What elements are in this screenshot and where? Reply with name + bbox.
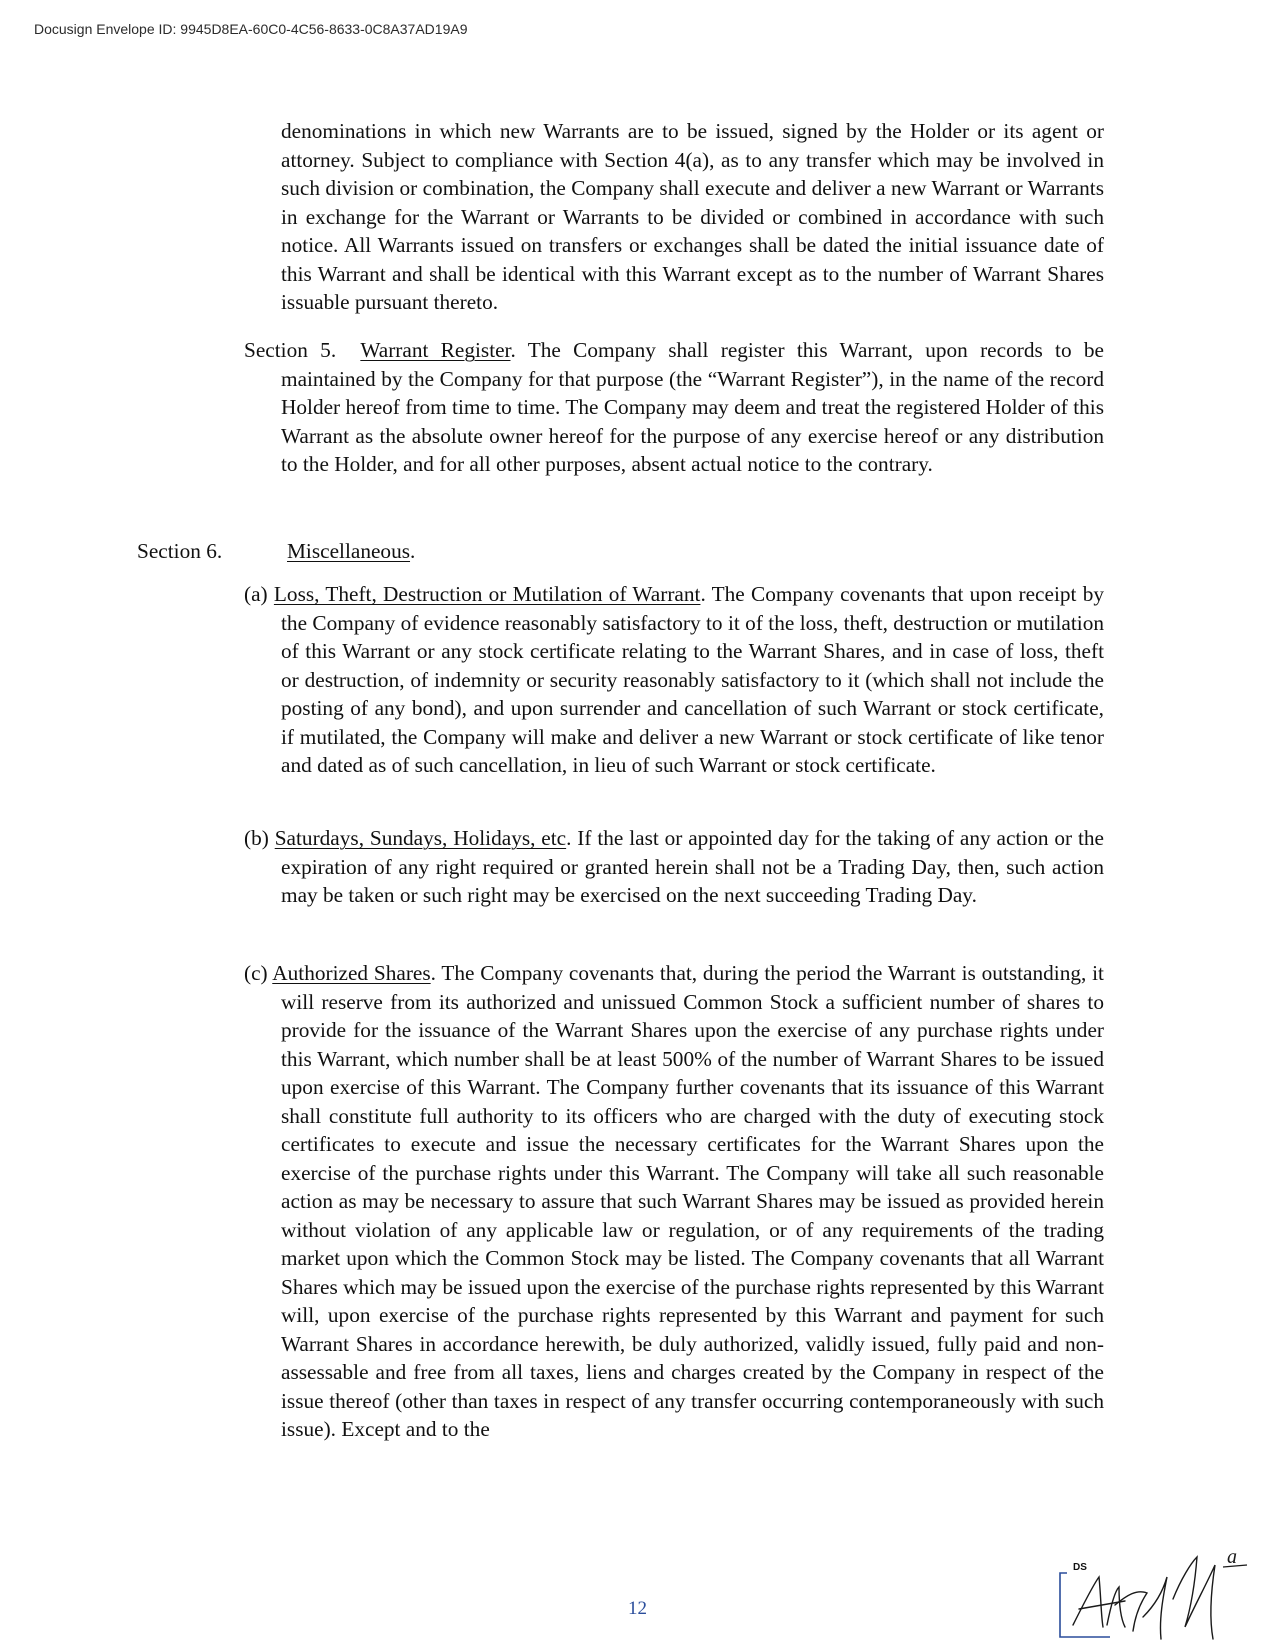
clause-c-marker: (c)	[244, 961, 268, 985]
page-number: 12	[628, 1598, 647, 1619]
ds-tag: DS	[1073, 1562, 1087, 1573]
docusign-initials-signature	[1055, 1535, 1270, 1645]
clause-b-marker: (b)	[244, 826, 269, 850]
clause-b	[244, 824, 1104, 910]
clause-a-marker: (a)	[244, 582, 268, 606]
clause-c	[244, 959, 1104, 1444]
clause-c-title: Authorized Shares	[272, 961, 431, 985]
section-5-title: Warrant Register	[360, 338, 511, 362]
section-5-label: Section 5.	[244, 338, 337, 362]
clause-b-body: . If the last or appointed day for the taking of any action or the expiration of any right required or granted herein shall not be a Trading Day, then, such action may be taken or such right may be exercised on the next succeeding Trading Day.	[281, 826, 1104, 907]
clause-a-body: . The Company covenants that upon receipt by the Company of evidence reasonably satisfactory to it of the loss, theft, destruction or mutilation of this Warrant or any stock certificate relating to the Warrant Shares, and in case of loss, theft or destruction, of indemnity or security reasonably satisfactory to it (which shall not include the posting of any bond), and upon surrender and cancellation of such Warrant or stock certificate, if mutilated, the Company will make and deliver a new Warrant or stock certificate of like tenor and dated as of such cancellation, in lieu of such Warrant or stock certificate.	[281, 582, 1104, 777]
clause-b-title: Saturdays, Sundays, Holidays, etc	[274, 826, 567, 850]
initials-mark: a	[1227, 1546, 1237, 1568]
section-5-paragraph	[244, 336, 1105, 479]
clause-a	[244, 580, 1104, 780]
clause-c-body: . The Company covenants that, during the period the Warrant is outstanding, it will reserve from its authorized and unissued Common Stock a sufficient number of shares to provide for the issuance of the Warrant Shares upon the exercise of any purchase rights under this Warrant, which number shall be at least 500% of the number of Warrant Shares to be issued upon exercise of this Warrant. The Company further covenants that its issuance of this Warrant shall constitute full authority to its officers who are charged with the duty of executing stock certificates to execute and issue the necessary certificates for the Warrant Shares upon the exercise of the purchase rights under this Warrant. The Company will take all such reasonable action as may be necessary to assure that such Warrant Shares may be issued as provided herein without violation of any applicable law or regulation, or of any requirements of the trading market upon which the Common Stock may be listed. The Company covenants that all Warrant Shares which may be issued upon the exercise of the purchase rights represented by this Warrant will, upon exercise of the purchase rights represented by this Warrant and payment for such Warrant Shares in accordance herewith, be duly authorized, validly issued, fully paid and non-assessable and free from all taxes, liens and charges created by the Company in respect of the issue thereof (other than taxes in respect of any transfer occurring contemporaneously with such issue). Except and to the	[281, 961, 1104, 1441]
clause-a-title: Loss, Theft, Destruction or Mutilation of Warrant	[273, 582, 701, 606]
section-6-title: Miscellaneous	[287, 539, 411, 563]
envelope-id: Docusign Envelope ID: 9945D8EA-60C0-4C56-8633-0C8A37AD19A9	[34, 21, 468, 37]
section-6-heading: Section 6. Miscellaneous.	[137, 537, 415, 566]
section-5-body: . The Company shall register this Warrant, upon records to be maintained by the Company for that purpose (the “Warrant Register”), in the name of the record Holder hereof from time to time. The Company may deem and treat the registered Holder of this Warrant as the absolute owner hereof for the purpose of any exercise hereof or any distribution to the Holder, and for all other purposes, absent actual notice to the contrary.	[281, 338, 1105, 476]
continuation-paragraph: denominations in which new Warrants are to be issued, signed by the Holder or its agent or attorney. Subject to compliance with Section 4(a), as to any transfer which may be involved in such division or combination, the Company shall execute and deliver a new Warrant or Warrants in exchange for the Warrant or Warrants to be divided or combined in accordance with such notice. All Warrants issued on transfers or exchanges shall be dated the initial issuance date of this Warrant and shall be identical with this Warrant except as to the number of Warrant Shares issuable pursuant thereto.	[281, 119, 1104, 314]
section-6-label: Section 6.	[137, 539, 223, 563]
